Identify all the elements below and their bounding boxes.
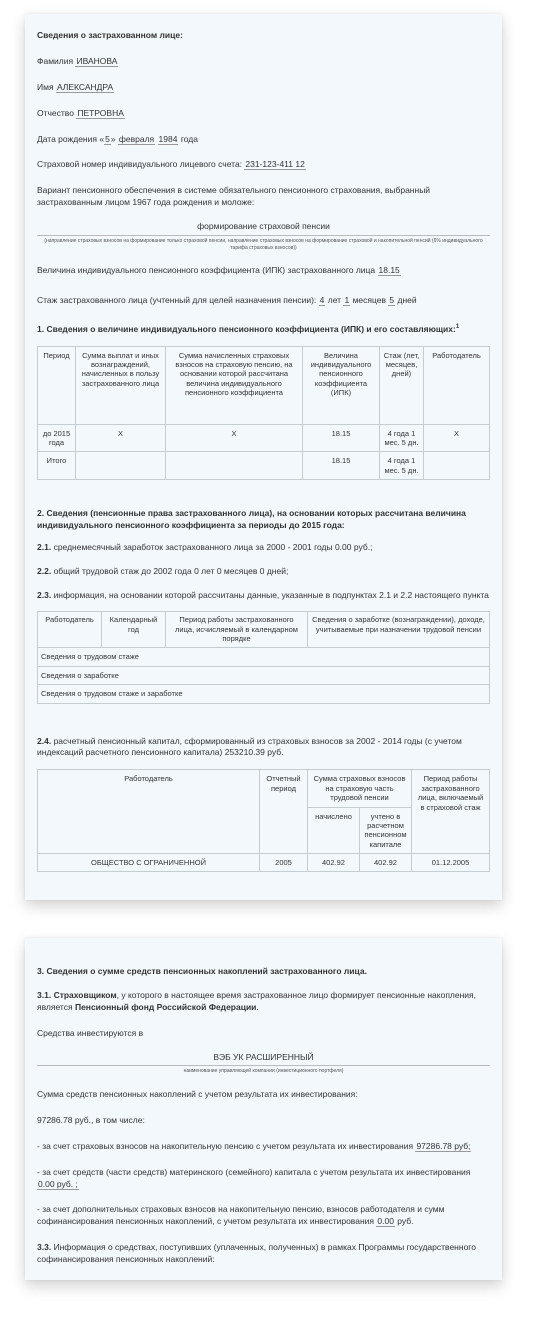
table-header-cell: Сумма страховых взносов на страховую часть трудовой пенсии: [308, 770, 412, 807]
birth-day: 5: [105, 133, 110, 144]
item-2-4: 2.4. расчетный пенсионный капитал, сформированный из страховых взносов за 2002 - 2014 годы (с учетом индексаций расчетного пенсионного капитала) 253210.39 руб.: [37, 735, 462, 758]
table-header-cell: Работодатель: [424, 346, 490, 424]
table-row: Сведения о трудовом стаже: [38, 648, 490, 666]
savings-sum-label: Сумма средств пенсионных накоплений с учетом результата их инвестирования:: [37, 1088, 358, 1099]
table-header-cell: Календарный год: [102, 612, 166, 648]
item-2-3: 2.3. информация, на основании которой рассчитаны данные, указанные в подпунктах 2.1 и 2.2 настоящего пункта: [37, 589, 489, 600]
document-page-2: [25, 938, 502, 1280]
section-2-title: 2. Сведения (пенсионные права застрахованного лица), на основании которых рассчитана величина индивидуального пенсионного коэффициента за периоды до 2015 года:: [37, 508, 466, 530]
savings-sum-value: 97286.78 руб., в том числе:: [37, 1114, 145, 1125]
table-row: Сведения о заработке: [38, 666, 490, 684]
birth-year: 1984: [158, 133, 178, 144]
savings-item-1: - за счет страховых взносов на накопительную пенсию с учетом результата их инвестирования 97286.78 руб;: [37, 1140, 471, 1151]
item-3-3: 3.3. Информация о средствах, поступивших (уплаченных, полученных) в рамках Программы государственного софинансирования пенсионных накоплений:: [37, 1242, 476, 1265]
table-header-cell: Сумма выплат и иных вознаграждений, начисленных в пользу застрахованного лица: [76, 346, 166, 424]
table-header-cell: Стаж (лет, месяцев, дней): [380, 346, 424, 424]
pension-variant-value: формирование страховой пенсии: [197, 221, 330, 232]
table-header-row: [38, 346, 490, 424]
ipk-table: [37, 346, 490, 481]
invest-note: наименование управляющей компании (инвестиционного портфеля): [37, 1065, 490, 1075]
ipk-line: Величина индивидуального пенсионного коэффициента (ИПК) застрахованного лица 18.15: [37, 265, 400, 276]
table-header-cell: Работодатель: [38, 770, 260, 854]
table-header-row: [38, 770, 490, 807]
table-header-cell: Период работы застрахованного лица, включаемый в страховой стаж: [412, 770, 490, 854]
table-header-cell: учтено в расчетном пенсионном капитале: [360, 807, 412, 854]
item-2-1: 2.1. среднемесячный заработок застрахованного лица за 2000 - 2001 годы 0.00 руб.;: [37, 541, 373, 552]
name-line: Имя АЛЕКСАНДРА: [37, 81, 114, 92]
section-1-title: 1. Сведения о величине индивидуального пенсионного коэффициента (ИПК) и его составляющих:$^1$: [37, 323, 460, 334]
pension-capital-table: [37, 769, 490, 872]
pension-variant-note: (направление страховых взносов на формирование только страховой пенсии, направление страховых взносов на формирование страховой и накопительной пенсий (6% индивидуального тарифа страховых взносов)): [37, 235, 490, 251]
patronymic-line: Отчество ПЕТРОВНА: [37, 107, 124, 118]
table-header-cell: Период работы застрахованного лица, исчисляемый в календарном порядке: [166, 612, 308, 648]
table-row: до 2015 года Х Х 18.15 4 года 1 мес. 5 дн. Х: [38, 424, 490, 452]
invest-label: Средства инвестируются в: [37, 1027, 144, 1038]
snils-line: Страховой номер индивидуального лицевого счета: 231-123-411 12: [37, 159, 305, 170]
pension-variant-text: Вариант пенсионного обеспечения в системе обязательного пенсионного страхования, выбранный застрахованным лицом 1967 года рождения и моложе:: [37, 185, 431, 208]
work-info-table: [37, 611, 490, 703]
name-value: АЛЕКСАНДРА: [56, 81, 114, 92]
ipk-value: 18.15: [378, 265, 400, 276]
section-3-title: 3. Сведения о сумме средств пенсионных накоплений застрахованного лица.: [37, 966, 367, 976]
surname-value: ИВАНОВА: [76, 55, 118, 66]
insured-person-title: Сведения о застрахованном лице:: [37, 30, 183, 40]
table-row: Сведения о трудовом стаже и заработке: [38, 685, 490, 703]
table-row-total: Итого 18.15 4 года 1 мес. 5 дн.: [38, 452, 490, 480]
snils-value: 231-123-411 12: [245, 159, 305, 170]
savings-item-2: - за счет средств (части средств) материнского (семейного) капитала с учетом результата их инвестирования 0.00 руб. ;: [37, 1166, 471, 1189]
table-header-cell: начислено: [308, 807, 360, 854]
invest-value: ВЭБ УК РАСШИРЕННЫЙ: [213, 1051, 314, 1062]
item-2-2: 2.2. общий трудовой стаж до 2002 года 0 лет 0 месяцев 0 дней;: [37, 565, 289, 576]
table-header-cell: Период: [38, 346, 76, 424]
item-3-1: 3.1. Страховщиком, у которого в настоящее время застрахованное лицо формирует пенсионные накопления, является Пенсионный фонд Российской Федерации.: [37, 989, 477, 1012]
table-header-cell: Работодатель: [38, 612, 102, 648]
birth-date-line: Дата рождения «5» февраля 1984 года: [37, 133, 198, 144]
savings-item-3: - за счет дополнительных страховых взносов на накопительную пенсию, взносов работодателя и сумм софинансирования пенсионных накоплений, с учетом результата их инвестирования 0.00 руб.: [37, 1204, 445, 1227]
patronymic-value: ПЕТРОВНА: [77, 107, 124, 118]
table-header-cell: Отчетный период: [260, 770, 308, 854]
table-header-cell: Сведения о заработке (вознаграждении), доходе, учитываемые при назначении трудовой пенсии: [308, 612, 490, 648]
surname-line: Фамилия ИВАНОВА: [37, 55, 118, 66]
stazh-line: Стаж застрахованного лица (учтенный для целей назначения пенсии): 4 лет 1 месяцев 5 дней: [37, 294, 417, 305]
table-header-cell: Сумма начисленных страховых взносов на страховую пенсию, на основании которой рассчитана величина индивидуального пенсионного коэффициента: [166, 346, 303, 424]
birth-month: февраля: [118, 133, 155, 144]
table-header-row: [38, 612, 490, 648]
table-header-cell: Величина индивидуального пенсионного коэффициента (ИПК): [303, 346, 380, 424]
table-row: ОБЩЕСТВО С ОГРАНИЧЕННОЙ 2005 402.92 402.92 01.12.2005: [38, 854, 490, 872]
document-page-1: [25, 14, 502, 900]
